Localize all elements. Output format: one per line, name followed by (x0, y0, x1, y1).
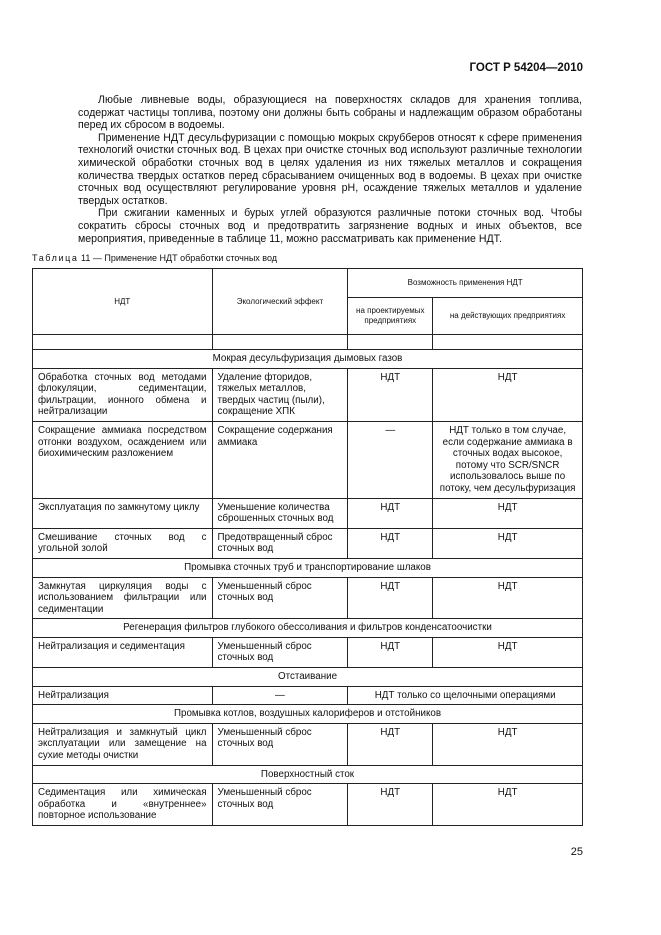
cell-existing-plants: НДТ (433, 784, 583, 826)
paragraph: При сжигании каменных и бурых углей образуются различные потоки сточных вод. Чтобы сократить сбросы сточных вод и предотвратить загрязнение водных и иных объектов, все мероприятия, приведенные в таблице 11, можно рассматривать как применение НДТ. (78, 207, 582, 245)
header-new-plants: на проектируемых предприятиях (348, 298, 433, 335)
cell-effect: Предотвращенный сброс сточных вод (212, 528, 348, 558)
header-spacer (212, 335, 348, 350)
cell-new-plants: НДТ (348, 784, 433, 826)
cell-existing-plants: НДТ только в том случае, если содержание аммиака в сточных водах высокое, потому что SCR/SNCR использовалось выше по потоку, чем десульфуризация (433, 421, 583, 498)
table-row (33, 723, 583, 765)
table-row (33, 784, 583, 826)
table-row (33, 498, 583, 528)
header-existing-plants: на действующих предприятиях (433, 298, 583, 335)
cell-applicability: НДТ только со щелочными операциями (348, 686, 583, 705)
cell-ndt: Замкнутая циркуляция воды с использованием фильтрации или седиментации (33, 577, 213, 619)
section-title: Поверхностный сток (33, 765, 583, 784)
table-caption (32, 253, 277, 263)
cell-existing-plants: НДТ (433, 528, 583, 558)
ndt-table (32, 268, 583, 826)
cell-new-plants: НДТ (348, 368, 433, 421)
table-row (33, 577, 583, 619)
section-title: Мокрая десульфуризация дымовых газов (33, 350, 583, 369)
section-title: Промывка сточных труб и транспортирование шлаков (33, 558, 583, 577)
cell-effect: Удаление фторидов, тяжелых металлов, твердых частиц (пыли), сокращение ХПК (212, 368, 348, 421)
section-row (33, 350, 583, 369)
header-spacer (433, 335, 583, 350)
section-title: Регенерация фильтров глубокого обессоливания и фильтров конденсатоочистки (33, 619, 583, 638)
cell-ndt: Седиментация или химическая обработка и «внутреннее» повторное использование (33, 784, 213, 826)
section-title: Отстаивание (33, 668, 583, 687)
cell-effect: Уменьшенный сброс сточных вод (212, 723, 348, 765)
section-row (33, 705, 583, 724)
paragraph: Любые ливневые воды, образующиеся на поверхностях складов для хранения топлива, содержат частицы топлива, поэтому они должны быть собраны и надлежащим образом обработаны перед их сбросом в водоемы. (78, 94, 582, 132)
cell-effect: Уменьшенный сброс сточных вод (212, 784, 348, 826)
section-row (33, 765, 583, 784)
table-row (33, 637, 583, 667)
cell-new-plants: НДТ (348, 723, 433, 765)
table-body (33, 350, 583, 826)
cell-ndt: Эксплуатация по замкнутому циклу (33, 498, 213, 528)
section-title: Промывка котлов, воздушных калориферов и отстойников (33, 705, 583, 724)
header-spacer (348, 335, 433, 350)
cell-ndt: Нейтрализация (33, 686, 213, 705)
cell-existing-plants: НДТ (433, 498, 583, 528)
paragraph: Применение НДТ десульфуризации с помощью мокрых скрубберов относят к сфере применения технологий очистки сточных вод. В цехах при очистке сточных вод используют различные технологии химической обработки сточных вод в целях удаления из них тяжелых металлов и сокращения количества твердых остатков перед сбрасыванием очищенных вод в водоемы. В цехах при очистке сточных вод осуществляют регулирование уровня pH, осаждение тяжелых металлов и удаление твердых остатков. (78, 131, 582, 207)
header-effect: Экологический эффект (212, 269, 348, 335)
cell-ndt: Смешивание сточных вод с угольной золой (33, 528, 213, 558)
section-row (33, 668, 583, 687)
table-row (33, 368, 583, 421)
cell-existing-plants: НДТ (433, 723, 583, 765)
cell-existing-plants: НДТ (433, 577, 583, 619)
cell-new-plants: НДТ (348, 498, 433, 528)
cell-ndt: Нейтрализация и замкнутый цикл эксплуатации или замещение на сухие методы очистки (33, 723, 213, 765)
cell-ndt: Обработка сточных вод методами флокуляции, седиментации, фильтрации, ионного обмена и нейтрализации (33, 368, 213, 421)
cell-effect: Уменьшенный сброс сточных вод (212, 577, 348, 619)
cell-effect: — (212, 686, 348, 705)
cell-ndt: Сокращение аммиака посредством отгонки воздухом, осаждением или биохимическим разложением (33, 421, 213, 498)
table-caption-label: Таблица (32, 253, 79, 263)
cell-new-plants: НДТ (348, 577, 433, 619)
document-code: ГОСТ Р 54204—2010 (469, 62, 583, 74)
cell-ndt: Нейтрализация и седиментация (33, 637, 213, 667)
section-row (33, 558, 583, 577)
table-row (33, 686, 583, 705)
table-row (33, 421, 583, 498)
cell-new-plants: НДТ (348, 637, 433, 667)
header-ndt: НДТ (33, 269, 213, 335)
header-possibility: Возможность применения НДТ (348, 269, 583, 298)
cell-new-plants: — (348, 421, 433, 498)
page-number: 25 (570, 846, 583, 858)
cell-effect: Уменьшение количества сброшенных сточных вод (212, 498, 348, 528)
body-text (78, 94, 582, 245)
cell-new-plants: НДТ (348, 528, 433, 558)
cell-effect: Сокращение содержания аммиака (212, 421, 348, 498)
cell-existing-plants: НДТ (433, 637, 583, 667)
table-caption-text: 11 — Применение НДТ обработки сточных вод (81, 253, 278, 263)
header-spacer (33, 335, 213, 350)
cell-effect: Уменьшенный сброс сточных вод (212, 637, 348, 667)
table-row (33, 528, 583, 558)
cell-existing-plants: НДТ (433, 368, 583, 421)
section-row (33, 619, 583, 638)
